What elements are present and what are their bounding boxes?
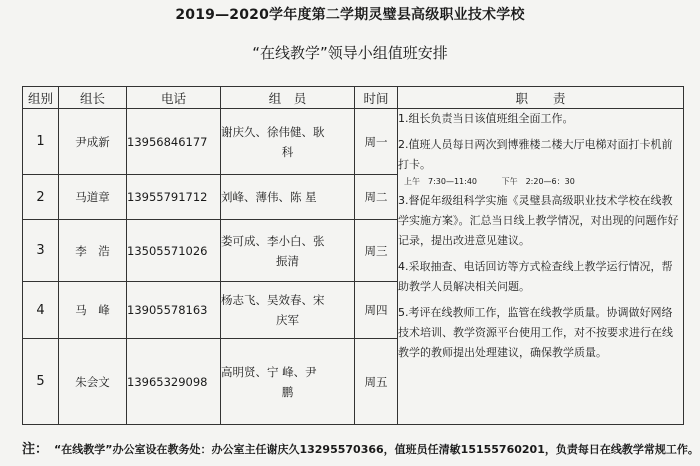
group-number: 1 bbox=[23, 109, 59, 175]
duties-cell bbox=[398, 109, 684, 425]
footnote bbox=[22, 438, 699, 457]
header-group: 组别 bbox=[23, 87, 59, 109]
phone-number: 13956846177 bbox=[127, 109, 221, 175]
phone-number: 13955791712 bbox=[127, 175, 221, 220]
header-duty: 职 责 bbox=[398, 87, 684, 109]
group-number: 5 bbox=[23, 339, 59, 425]
members-line: 庆军 bbox=[276, 313, 299, 327]
members-line: 杨志飞、吴效春、宋 bbox=[221, 293, 325, 307]
weekday: 周二 bbox=[355, 175, 398, 220]
members-cell bbox=[221, 109, 355, 175]
leader-name: 朱会文 bbox=[59, 339, 127, 425]
table-row bbox=[23, 109, 684, 175]
document-subtitle: “在线教学”领导小组值班安排 bbox=[252, 44, 448, 62]
weekday: 周一 bbox=[355, 109, 398, 175]
group-number: 3 bbox=[23, 220, 59, 282]
duty-schedule-table bbox=[22, 86, 684, 425]
duty-clock-times bbox=[398, 175, 683, 189]
weekday: 周四 bbox=[355, 282, 398, 339]
table-header-row bbox=[23, 87, 684, 109]
leader-name: 尹成新 bbox=[59, 109, 127, 175]
leader-name: 李 浩 bbox=[59, 220, 127, 282]
leader-name: 马 峰 bbox=[59, 282, 127, 339]
duty-item-1: 1.组长负责当日该值班组全面工作。 bbox=[398, 112, 574, 125]
members-line: 高明贤、宁 峰、尹 bbox=[221, 364, 317, 379]
phone-number: 13905578163 bbox=[127, 282, 221, 339]
footnote-text: “在线教学”办公室设在教务处：办公室主任谢庆久13295570366，值班员任清敏15155760201，负责每日在线教学常规工作。 bbox=[54, 443, 699, 456]
header-leader: 组长 bbox=[59, 87, 127, 109]
duty-item-3: 3.督促年级组科学实施《灵璧县高级职业技术学校在线教学实施方案》。汇总当日线上教学情况，对出现的问题作好记录，提出改进意见建议。 bbox=[398, 194, 679, 247]
members-cell bbox=[221, 175, 355, 220]
weekday: 周三 bbox=[355, 220, 398, 282]
members-cell bbox=[221, 339, 355, 425]
duty-item-4: 4.采取抽查、电话回访等方式检查线上教学运行情况，帮助教学人员解决相关问题。 bbox=[398, 260, 673, 293]
group-number: 2 bbox=[23, 175, 59, 220]
document-title: 2019—2020学年度第二学期灵璧县高级职业技术学校 bbox=[175, 7, 525, 23]
leader-name: 马道章 bbox=[59, 175, 127, 220]
members-line: 刘峰、薄伟、陈 星 bbox=[221, 190, 317, 204]
phone-number: 13965329098 bbox=[127, 339, 221, 425]
footnote-label: 注： bbox=[22, 442, 49, 457]
header-phone: 电话 bbox=[127, 87, 221, 109]
members-line: 娄可成、李小白、张 bbox=[221, 233, 325, 248]
members-line: 谢庆久、徐伟健、耿 bbox=[221, 124, 325, 139]
duty-item-2: 2.值班人员每日两次到博雅楼二楼大厅电梯对面打卡机前打卡。 bbox=[398, 138, 673, 171]
weekday: 周五 bbox=[355, 339, 398, 425]
group-number: 4 bbox=[23, 282, 59, 339]
members-cell bbox=[221, 220, 355, 282]
phone-number: 13505571026 bbox=[127, 220, 221, 282]
duty-item-5: 5.考评在线教师工作，监管在线教学质量。协调做好网络技术培训、教学资源平台使用工作，对不按要求进行在线教学的教师提出处理建议，确保教学质量。 bbox=[398, 306, 673, 359]
members-line: 振清 bbox=[276, 253, 299, 268]
members-cell bbox=[221, 282, 355, 339]
header-time: 时间 bbox=[355, 87, 398, 109]
members-line: 鹏 bbox=[281, 384, 294, 399]
afternoon-time: 下午 2:20—6：30 bbox=[501, 177, 575, 186]
header-members: 组 员 bbox=[221, 87, 355, 109]
morning-time: 上午 7:30—11:40 bbox=[404, 177, 478, 186]
members-line: 科 bbox=[281, 144, 294, 159]
